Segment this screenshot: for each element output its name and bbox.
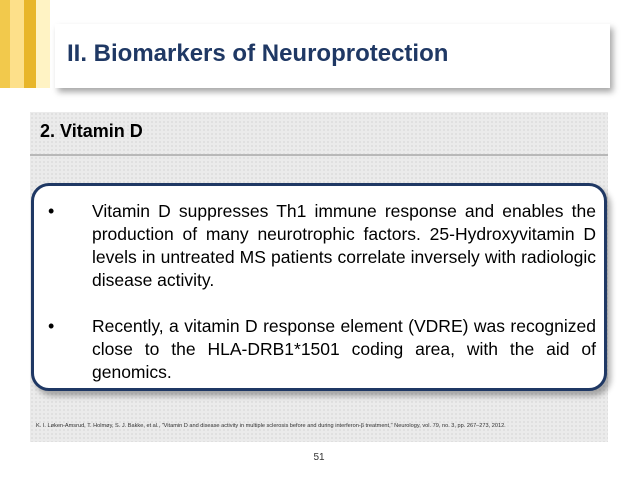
page-number: 51 [313,452,325,463]
stripe [36,0,50,88]
bullet-marker: • [48,316,55,336]
decorative-stripes [0,0,50,88]
citation: K. I. Løken-Amsrud, T. Holmøy, S. J. Bakke, et al., "Vitamin D and disease activity in multiple sclerosis before and during interferon-β treatment," Neurology, vol. 79, no. 3, pp. 267–273, 2012. [36,423,506,429]
stripe [10,0,24,88]
slide-title: II. Biomarkers of Neuroprotection [67,40,449,67]
stripe [24,0,36,88]
title-bar [55,24,610,88]
section-heading: 2. Vitamin D [40,121,143,141]
bullet-text: Recently, a vitamin D response element (VDRE) was recognized close to the HLA-DRB1*1501 coding area, with the aid of genomics. [92,316,596,382]
bullet-text: Vitamin D suppresses Th1 immune response and enables the production of many neurotrophic factors. 25-Hydroxyvitamin D levels in untreated MS patients correlate inversely with radiologic disease activity. [92,201,596,290]
bullet-marker: • [48,201,55,221]
heading-divider [30,154,608,156]
stripe [0,0,10,88]
bullet-box [31,183,607,391]
